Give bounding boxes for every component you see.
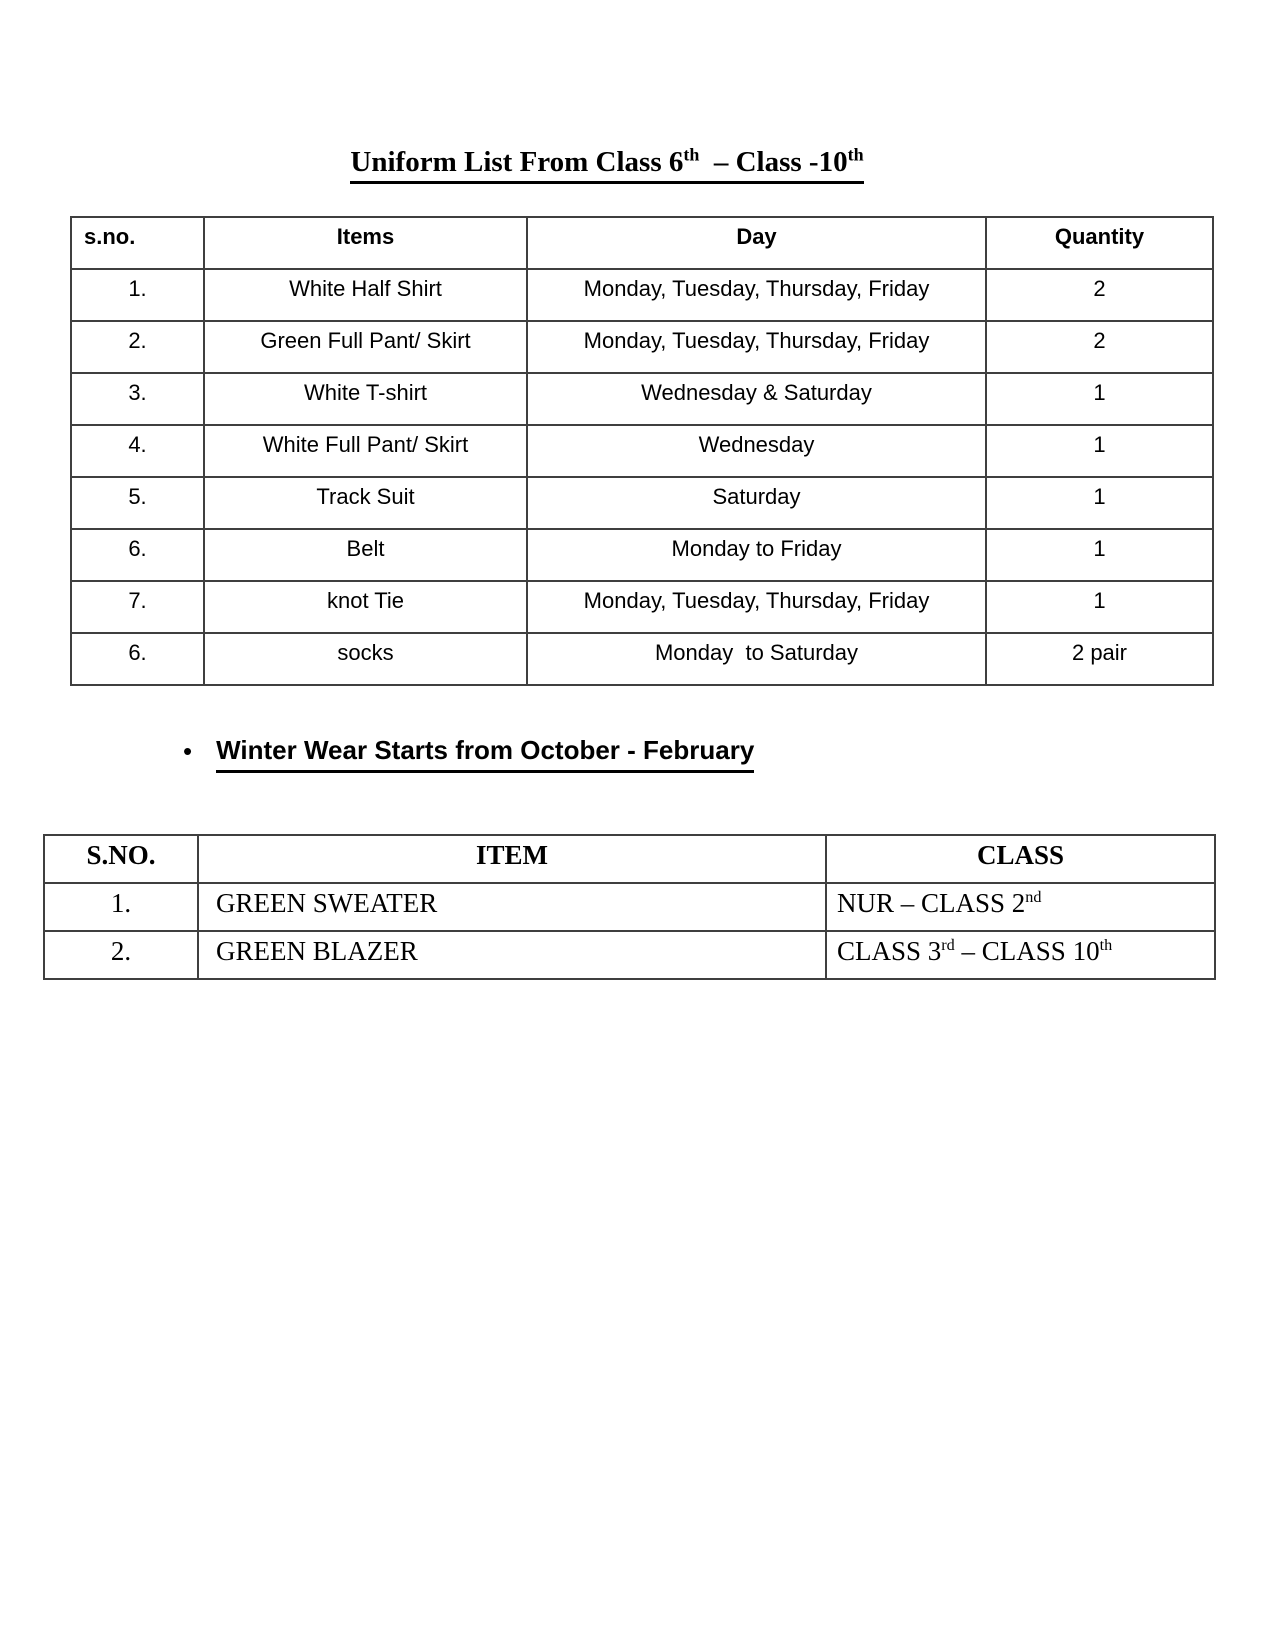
cell-class [826, 883, 1215, 931]
header-sno: S.NO. [44, 835, 198, 883]
winter-table-container [43, 834, 1216, 980]
cell-item: GREEN BLAZER [198, 931, 826, 979]
cell-quantity: 1 [986, 581, 1213, 633]
cell-day: Saturday [527, 477, 986, 529]
cell-item: knot Tie [204, 581, 527, 633]
page-title-text [350, 146, 863, 184]
page-title [0, 146, 1214, 179]
cell-sno: 1. [71, 269, 204, 321]
cell-sno: 5. [71, 477, 204, 529]
cell-sno: 2. [71, 321, 204, 373]
table-row [71, 529, 1213, 581]
header-day: Day [527, 217, 986, 269]
header-class: CLASS [826, 835, 1215, 883]
cell-day: Monday to Saturday [527, 633, 986, 685]
table-row [44, 931, 1215, 979]
class-range-text: NUR – CLASS 2 [837, 888, 1026, 918]
table-row [71, 321, 1213, 373]
winter-table [43, 834, 1216, 980]
table-row [71, 477, 1213, 529]
cell-day: Monday, Tuesday, Thursday, Friday [527, 321, 986, 373]
table-row [71, 581, 1213, 633]
cell-item: Track Suit [204, 477, 527, 529]
table-row [71, 425, 1213, 477]
class-range-text: CLASS 3 [837, 936, 942, 966]
cell-sno: 1. [44, 883, 198, 931]
cell-item: Green Full Pant/ Skirt [204, 321, 527, 373]
cell-item: socks [204, 633, 527, 685]
cell-quantity: 1 [986, 425, 1213, 477]
cell-day: Wednesday [527, 425, 986, 477]
table-row [71, 633, 1213, 685]
class-superscript: nd [1025, 888, 1042, 906]
cell-quantity: 1 [986, 373, 1213, 425]
cell-item: White T-shirt [204, 373, 527, 425]
cell-day: Monday to Friday [527, 529, 986, 581]
cell-item: White Half Shirt [204, 269, 527, 321]
uniform-table-header-row [71, 217, 1213, 269]
cell-sno: 6. [71, 529, 204, 581]
header-items: Items [204, 217, 527, 269]
bullet-icon: • [183, 736, 193, 766]
table-row [44, 883, 1215, 931]
cell-quantity: 2 [986, 321, 1213, 373]
winter-note [183, 736, 754, 773]
cell-quantity: 2 [986, 269, 1213, 321]
title-part2: – Class -10 [699, 146, 848, 178]
cell-sno: 7. [71, 581, 204, 633]
table-row [71, 269, 1213, 321]
cell-quantity: 1 [986, 529, 1213, 581]
cell-item: White Full Pant/ Skirt [204, 425, 527, 477]
cell-sno: 6. [71, 633, 204, 685]
cell-day: Wednesday & Saturday [527, 373, 986, 425]
cell-sno: 3. [71, 373, 204, 425]
cell-day: Monday, Tuesday, Thursday, Friday [527, 269, 986, 321]
winter-table-header-row [44, 835, 1215, 883]
cell-quantity: 2 pair [986, 633, 1213, 685]
header-sno: s.no. [71, 217, 204, 269]
cell-class [826, 931, 1215, 979]
class-superscript: rd [941, 936, 955, 954]
title-superscript-1: th [683, 144, 700, 165]
winter-note-text: Winter Wear Starts from October - February [216, 736, 754, 773]
title-superscript-2: th [847, 144, 864, 165]
title-part1: Uniform List From Class 6 [350, 146, 684, 178]
uniform-table [70, 216, 1214, 686]
class-superscript-2: th [1099, 936, 1113, 954]
header-item: ITEM [198, 835, 826, 883]
header-quantity: Quantity [986, 217, 1213, 269]
uniform-table-container [70, 216, 1214, 686]
table-row [71, 373, 1213, 425]
cell-quantity: 1 [986, 477, 1213, 529]
cell-sno: 2. [44, 931, 198, 979]
cell-item: Belt [204, 529, 527, 581]
cell-item: GREEN SWEATER [198, 883, 826, 931]
cell-sno: 4. [71, 425, 204, 477]
class-range-text-2: – CLASS 10 [954, 936, 1100, 966]
cell-day: Monday, Tuesday, Thursday, Friday [527, 581, 986, 633]
